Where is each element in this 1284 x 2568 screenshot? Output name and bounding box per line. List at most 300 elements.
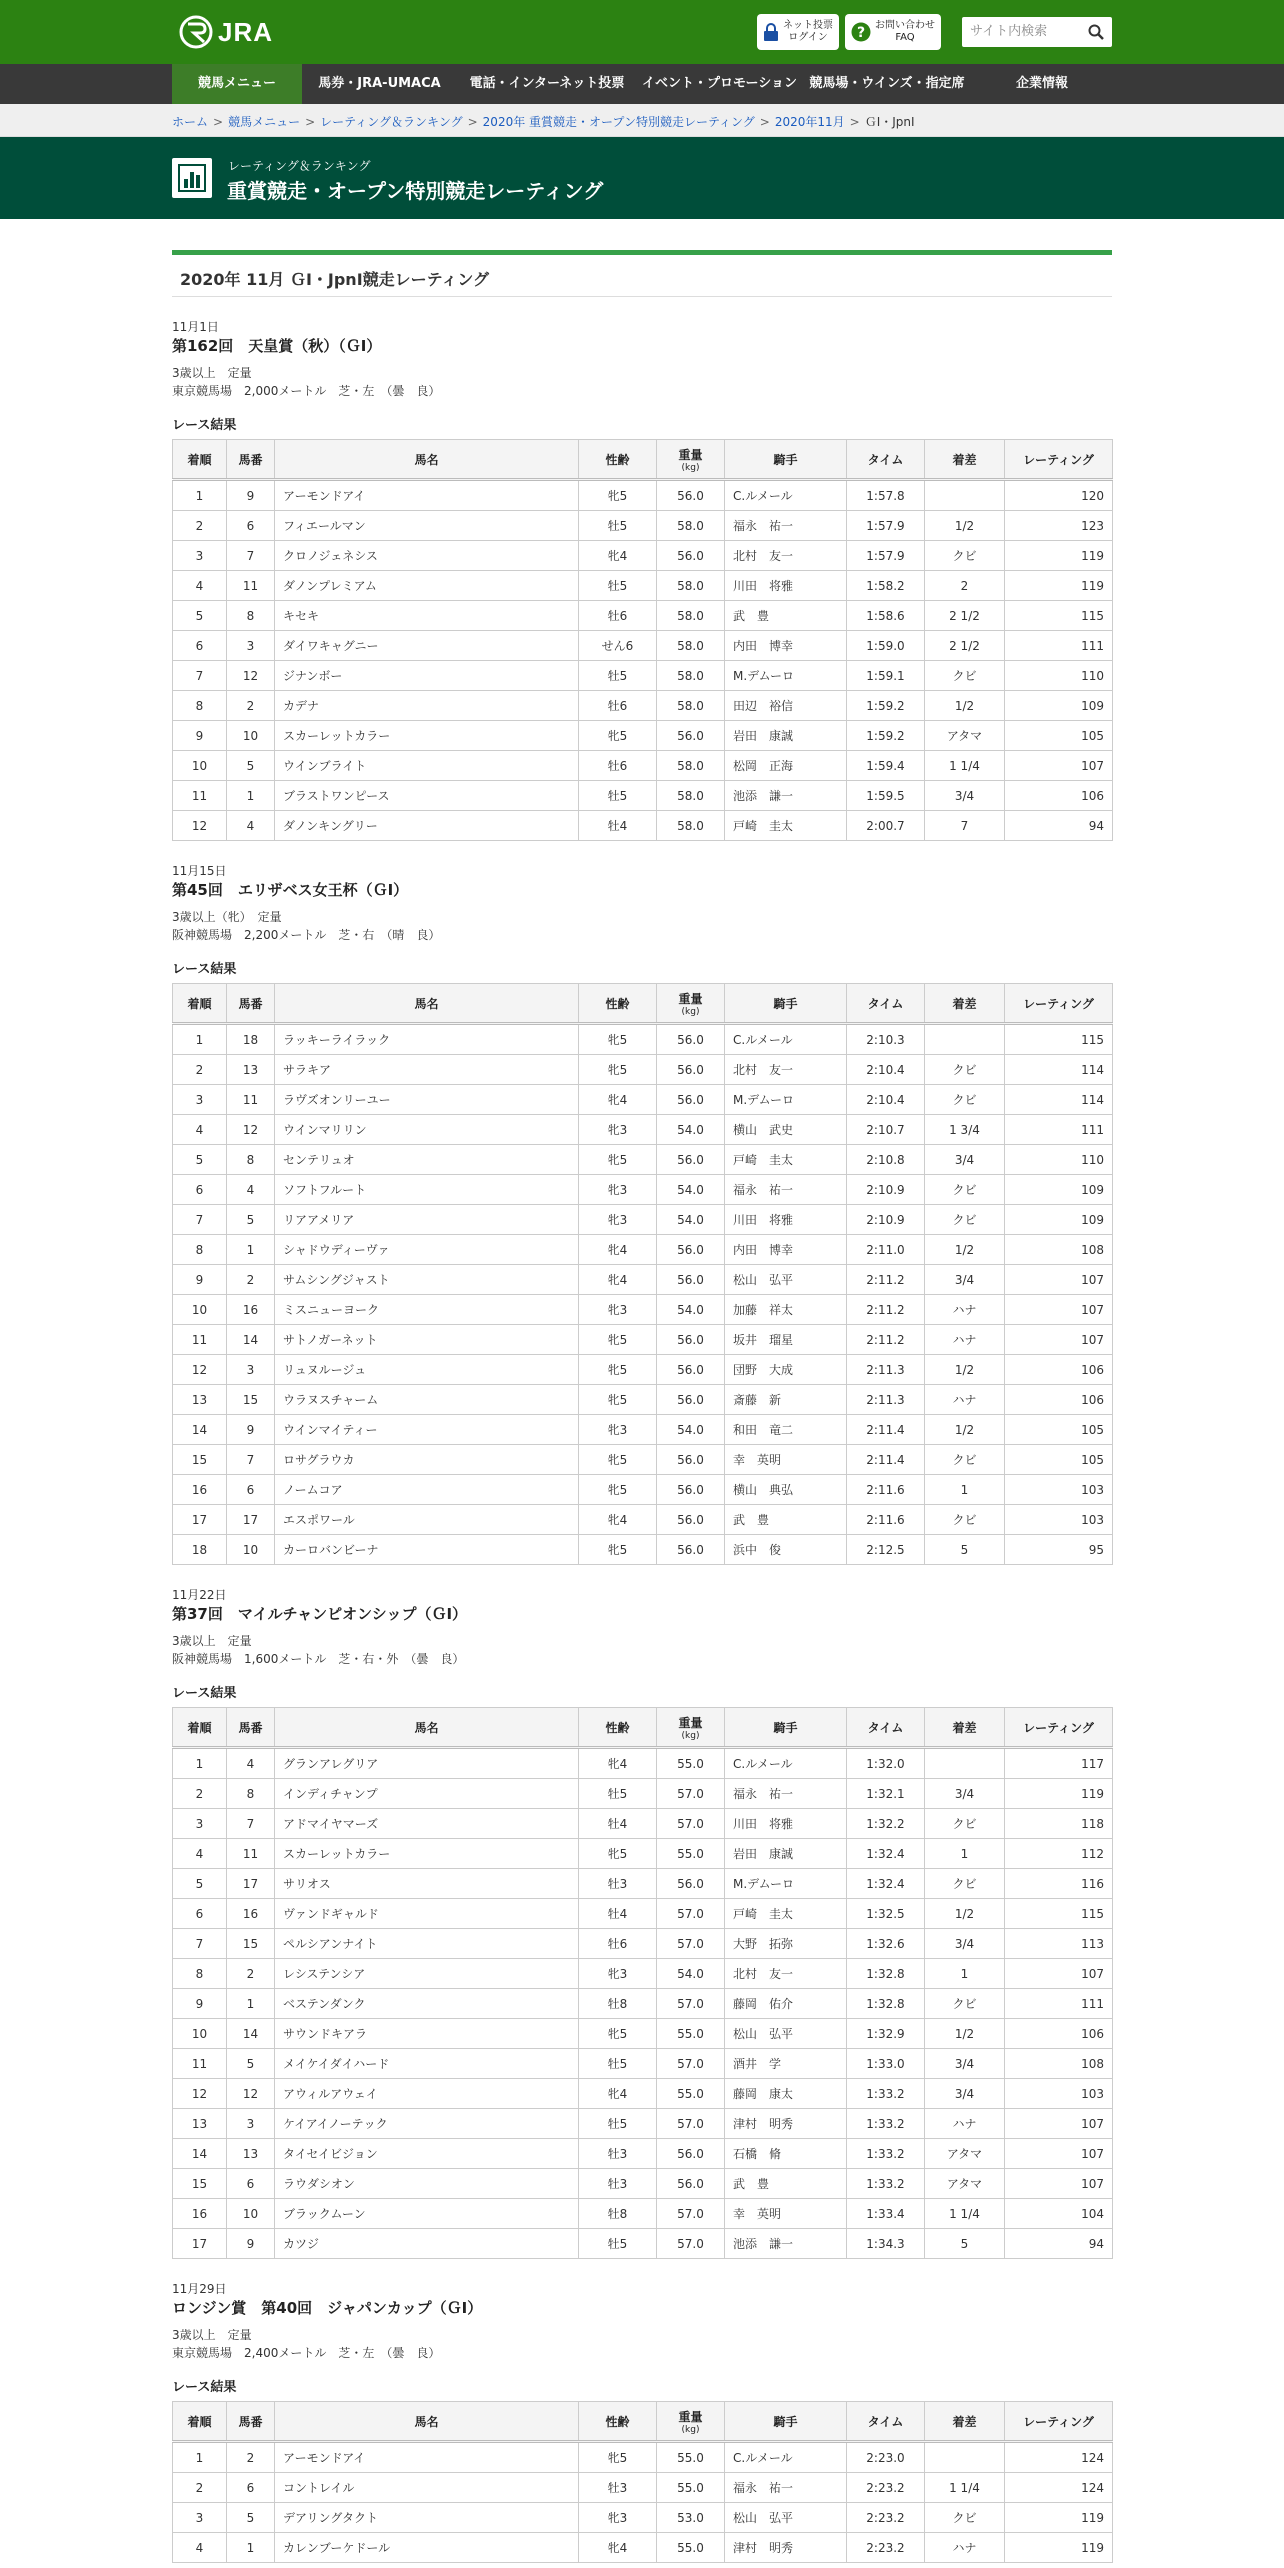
cell-jockey: 和田 竜二 [725,1415,847,1445]
main-content [172,250,1112,2563]
cell-horse-number: 10 [227,1535,275,1565]
cell-weight: 57.0 [657,1899,725,1929]
table-row [173,2079,1113,2109]
cell-rating: 107 [1005,2139,1113,2169]
cell-rank: 3 [173,1809,227,1839]
cell-sex-age: 牡5 [579,781,657,811]
cell-jockey: 福永 祐一 [725,511,847,541]
race-date: 11月29日 [172,2282,227,2296]
cell-margin: クビ [925,541,1005,571]
cell-horse-name: リュヌルージュ [275,1355,579,1385]
breadcrumb: ホーム > 競馬メニュー > レーティング＆ランキング > 2020年 重賞競走・オープン特別競走レーティング > 2020年11月 > ＧⅠ・JpnⅠ [0,104,1284,137]
cell-rank: 13 [173,1385,227,1415]
col-margin: 着差 [925,1708,1005,1748]
cell-sex-age: 牝5 [579,1445,657,1475]
cell-time: 1:59.2 [847,691,925,721]
cell-horse-number: 9 [227,1415,275,1445]
cell-horse-name: スカーレットカラー [275,1839,579,1869]
race-section [172,1587,1112,2259]
cell-margin: 1 3/4 [925,1115,1005,1145]
cell-margin: クビ [925,1505,1005,1535]
cell-rank: 14 [173,1415,227,1445]
col-rank: 着順 [173,2402,227,2442]
cell-rank: 15 [173,1445,227,1475]
cell-sex-age: 牡4 [579,811,657,841]
cell-rank: 4 [173,571,227,601]
cell-horse-number: 1 [227,2533,275,2563]
cell-rating: 115 [1005,1899,1113,1929]
question-icon [851,22,871,42]
breadcrumb-home[interactable]: ホーム [172,115,209,129]
cell-rank: 5 [173,601,227,631]
cell-time: 2:23.0 [847,2442,925,2473]
cell-margin: 5 [925,1535,1005,1565]
cell-margin: 3/4 [925,1779,1005,1809]
cell-rank: 6 [173,1899,227,1929]
cell-margin: クビ [925,1989,1005,2019]
cell-horse-number: 7 [227,1445,275,1475]
race-conditions: 3歳以上 定量 [172,2328,252,2342]
cell-margin: クビ [925,1055,1005,1085]
table-row [173,1115,1113,1145]
cell-horse-name: サムシングジャスト [275,1265,579,1295]
cell-rating: 107 [1005,2169,1113,2199]
cell-margin: クビ [925,661,1005,691]
cell-horse-number: 7 [227,1809,275,1839]
cell-horse-name: ヴァンドギャルド [275,1899,579,1929]
col-horse-number: 馬番 [227,984,275,1024]
col-weight: 重量 (kg) [657,1708,725,1748]
table-row [173,1085,1113,1115]
cell-weight: 54.0 [657,1115,725,1145]
cell-horse-name: レシステンシア [275,1959,579,1989]
breadcrumb-keiba-menu[interactable]: 競馬メニュー [228,115,301,129]
cell-sex-age: 牝5 [579,1055,657,1085]
cell-horse-name: カーロバンビーナ [275,1535,579,1565]
col-weight: 重量 (kg) [657,2402,725,2442]
cell-time: 2:10.3 [847,1024,925,1055]
cell-rating: 123 [1005,511,1113,541]
cell-time: 1:58.6 [847,601,925,631]
col-time: タイム [847,1708,925,1748]
cell-rank: 2 [173,1055,227,1085]
nav-item-event[interactable]: イベント・プロモーション [642,76,797,91]
table-row [173,601,1113,631]
table-row [173,781,1113,811]
cell-weight: 55.0 [657,2442,725,2473]
nav-item-corporate[interactable]: 企業情報 [1015,76,1068,91]
cell-horse-number: 16 [227,1295,275,1325]
login-label: ネット投票 ログイン [783,20,833,43]
rating-chart-icon [172,158,212,198]
cell-horse-number: 9 [227,480,275,511]
cell-margin: 1 1/4 [925,751,1005,781]
cell-horse-name: キセキ [275,601,579,631]
cell-jockey: 石橋 脩 [725,2139,847,2169]
cell-jockey: M.デムーロ [725,661,847,691]
cell-horse-name: ダノンプレミアム [275,571,579,601]
cell-weight: 54.0 [657,1415,725,1445]
cell-rating: 110 [1005,1145,1113,1175]
cell-weight: 56.0 [657,1475,725,1505]
race-course: 東京競馬場 2,400メートル 芝・左 （曇 良） [172,2346,441,2360]
col-jockey: 騎手 [725,440,847,480]
cell-jockey: 北村 友一 [725,541,847,571]
cell-horse-number: 2 [227,1265,275,1295]
cell-rating: 118 [1005,1809,1113,1839]
cell-jockey: 加藤 祥太 [725,1295,847,1325]
cell-horse-name: ノームコア [275,1475,579,1505]
cell-rating: 119 [1005,2503,1113,2533]
col-sex-age: 性齢 [579,984,657,1024]
cell-horse-name: スカーレットカラー [275,721,579,751]
cell-rating: 115 [1005,601,1113,631]
cell-weight: 56.0 [657,1024,725,1055]
col-sex-age: 性齢 [579,440,657,480]
cell-rating: 124 [1005,2442,1113,2473]
cell-rating: 111 [1005,631,1113,661]
cell-margin: 3/4 [925,1929,1005,1959]
cell-time: 2:11.6 [847,1505,925,1535]
table-header-row [173,1708,1113,1748]
cell-horse-name: ロサグラウカ [275,1445,579,1475]
cell-sex-age: 牝4 [579,1265,657,1295]
table-row [173,631,1113,661]
net-vote-login-button[interactable] [757,14,839,50]
table-row [173,1929,1113,1959]
cell-weight: 58.0 [657,631,725,661]
cell-horse-number: 15 [227,1929,275,1959]
cell-rating: 107 [1005,2109,1113,2139]
cell-weight: 57.0 [657,2109,725,2139]
cell-weight: 56.0 [657,1505,725,1535]
cell-horse-number: 5 [227,751,275,781]
cell-weight: 57.0 [657,1809,725,1839]
cell-time: 1:32.6 [847,1929,925,1959]
cell-sex-age: 牡5 [579,2229,657,2259]
table-header-row [173,2402,1113,2442]
cell-jockey: 津村 明秀 [725,2533,847,2563]
cell-sex-age: 牝5 [579,1145,657,1175]
cell-margin: ハナ [925,2533,1005,2563]
cell-margin: 1 [925,1959,1005,1989]
cell-rank: 4 [173,1839,227,1869]
cell-jockey: 福永 祐一 [725,1779,847,1809]
cell-margin: 1 [925,1839,1005,1869]
nav-item-keiba-menu[interactable]: 競馬メニュー [172,64,302,104]
col-margin: 着差 [925,2402,1005,2442]
cell-sex-age: 牝3 [579,1295,657,1325]
cell-rating: 105 [1005,1445,1113,1475]
race-list [172,319,1112,2563]
cell-horse-number: 9 [227,2229,275,2259]
search-input[interactable] [962,17,1088,45]
nav-item-phone-internet[interactable]: 電話・インターネット投票 [469,76,625,91]
cell-jockey: 藤岡 康太 [725,2079,847,2109]
cell-margin: アタマ [925,2169,1005,2199]
nav-item-baken[interactable]: 馬券・JRA-UMACA [318,76,441,91]
cell-horse-number: 12 [227,2079,275,2109]
col-weight: 重量 (kg) [657,440,725,480]
cell-time: 1:58.2 [847,571,925,601]
cell-weight: 55.0 [657,2473,725,2503]
cell-time: 2:11.2 [847,1325,925,1355]
table-row [173,1899,1113,1929]
table-row [173,2473,1113,2503]
cell-horse-name: ペルシアンナイト [275,1929,579,1959]
table-row [173,1445,1113,1475]
cell-sex-age: 牝4 [579,2533,657,2563]
race-results-heading: レース結果 [172,2380,237,2395]
table-row [173,1505,1113,1535]
cell-horse-number: 17 [227,1869,275,1899]
cell-rating: 104 [1005,2199,1113,2229]
cell-time: 2:10.9 [847,1205,925,1235]
cell-weight: 58.0 [657,661,725,691]
race-date: 11月22日 [172,1588,227,1602]
race-conditions: 3歳以上 定量 [172,1634,252,1648]
cell-weight: 57.0 [657,1929,725,1959]
col-jockey: 騎手 [725,984,847,1024]
cell-weight: 57.0 [657,1989,725,2019]
cell-rating: 106 [1005,2019,1113,2049]
cell-rank: 2 [173,2473,227,2503]
cell-rating: 107 [1005,1265,1113,1295]
col-jockey: 騎手 [725,1708,847,1748]
search-icon[interactable] [1088,24,1104,40]
table-row [173,661,1113,691]
cell-rank: 6 [173,1175,227,1205]
cell-rank: 7 [173,1929,227,1959]
cell-jockey: 斎藤 新 [725,1385,847,1415]
cell-horse-number: 13 [227,2139,275,2169]
cell-sex-age: 牡5 [579,571,657,601]
cell-horse-name: カデナ [275,691,579,721]
table-row [173,1748,1113,1779]
cell-sex-age: 牡6 [579,691,657,721]
cell-time: 1:32.2 [847,1809,925,1839]
cell-time: 1:57.9 [847,541,925,571]
cell-sex-age: 牝5 [579,1024,657,1055]
cell-weight: 57.0 [657,2049,725,2079]
breadcrumb-rating-ranking[interactable]: レーティング＆ランキング [320,115,463,129]
cell-rating: 107 [1005,1325,1113,1355]
section-heading-text: 2020年 11月 ＧⅠ・JpnⅠ競走レーティング [180,270,490,289]
cell-rating: 108 [1005,1235,1113,1265]
cell-rank: 6 [173,631,227,661]
table-row [173,1959,1113,1989]
table-row [173,2049,1113,2079]
cell-weight: 58.0 [657,691,725,721]
cell-sex-age: 牡3 [579,2473,657,2503]
table-row [173,1175,1113,1205]
cell-sex-age: 牡3 [579,2139,657,2169]
cell-rank: 15 [173,2169,227,2199]
jra-logo-icon [178,14,214,50]
cell-weight: 56.0 [657,1325,725,1355]
cell-jockey: 酒井 学 [725,2049,847,2079]
cell-margin: 3/4 [925,2049,1005,2079]
cell-time: 1:33.2 [847,2169,925,2199]
cell-time: 1:32.4 [847,1869,925,1899]
cell-horse-number: 18 [227,1024,275,1055]
cell-rank: 17 [173,1505,227,1535]
cell-jockey: C.ルメール [725,1024,847,1055]
cell-jockey: 武 豊 [725,601,847,631]
cell-horse-number: 4 [227,1175,275,1205]
race-results-table [172,2401,1113,2563]
cell-time: 2:11.2 [847,1295,925,1325]
col-horse-name: 馬名 [275,440,579,480]
cell-horse-number: 8 [227,601,275,631]
table-row [173,1839,1113,1869]
cell-time: 1:59.4 [847,751,925,781]
cell-sex-age: 牡4 [579,1899,657,1929]
col-time: タイム [847,2402,925,2442]
cell-rank: 17 [173,2229,227,2259]
table-row [173,811,1113,841]
cell-sex-age: 牝4 [579,1748,657,1779]
cell-margin: ハナ [925,2109,1005,2139]
cell-horse-number: 3 [227,631,275,661]
cell-horse-name: リアアメリア [275,1205,579,1235]
cell-sex-age: 牝5 [579,1385,657,1415]
cell-rank: 14 [173,2139,227,2169]
cell-rating: 119 [1005,2533,1113,2563]
cell-jockey: 川田 将雅 [725,1809,847,1839]
cell-jockey: 幸 英明 [725,2199,847,2229]
cell-weight: 56.0 [657,1265,725,1295]
col-margin: 着差 [925,984,1005,1024]
cell-jockey: C.ルメール [725,2442,847,2473]
cell-weight: 56.0 [657,2139,725,2169]
cell-rank: 9 [173,721,227,751]
cell-jockey: 内田 博幸 [725,1235,847,1265]
table-row [173,1385,1113,1415]
cell-weight: 58.0 [657,811,725,841]
table-row [173,2109,1113,2139]
cell-sex-age: 牝5 [579,721,657,751]
cell-sex-age: 牝3 [579,1415,657,1445]
cell-margin: アタマ [925,2139,1005,2169]
cell-horse-name: ウラヌスチャーム [275,1385,579,1415]
cell-horse-number: 12 [227,1115,275,1145]
cell-sex-age: 牡5 [579,661,657,691]
cell-horse-number: 5 [227,2049,275,2079]
cell-sex-age: 牝3 [579,2503,657,2533]
cell-rating: 103 [1005,2079,1113,2109]
cell-horse-name: ウインブライト [275,751,579,781]
cell-horse-number: 13 [227,1055,275,1085]
cell-horse-name: ラヴズオンリーユー [275,1085,579,1115]
cell-margin [925,1024,1005,1055]
cell-jockey: C.ルメール [725,1748,847,1779]
col-sex-age: 性齢 [579,1708,657,1748]
cell-weight: 56.0 [657,721,725,751]
cell-weight: 56.0 [657,1445,725,1475]
cell-jockey: 戸崎 圭太 [725,1899,847,1929]
breadcrumb-2020-rating[interactable]: 2020年 重賞競走・オープン特別競走レーティング [482,115,755,129]
col-horse-name: 馬名 [275,2402,579,2442]
table-row [173,1355,1113,1385]
cell-horse-name: サラキア [275,1055,579,1085]
cell-weight: 56.0 [657,480,725,511]
col-time: タイム [847,440,925,480]
cell-horse-name: サトノガーネット [275,1325,579,1355]
cell-horse-name: ウインマリリン [275,1115,579,1145]
cell-rating: 95 [1005,1535,1113,1565]
cell-horse-number: 11 [227,1839,275,1869]
cell-rank: 13 [173,2109,227,2139]
cell-time: 1:59.2 [847,721,925,751]
cell-jockey: 川田 将雅 [725,571,847,601]
cell-rank: 8 [173,1959,227,1989]
cell-time: 1:34.3 [847,2229,925,2259]
cell-weight: 54.0 [657,1295,725,1325]
cell-rank: 10 [173,751,227,781]
cell-sex-age: 牡8 [579,2199,657,2229]
cell-horse-number: 15 [227,1385,275,1415]
cell-rank: 1 [173,2442,227,2473]
cell-rating: 119 [1005,1779,1113,1809]
col-sex-age: 性齢 [579,2402,657,2442]
cell-rating: 114 [1005,1085,1113,1115]
nav-item-racecourse[interactable]: 競馬場・ウインズ・指定席 [809,76,965,91]
cell-margin: 1 1/4 [925,2473,1005,2503]
cell-rank: 11 [173,2049,227,2079]
cell-time: 2:00.7 [847,811,925,841]
cell-rank: 11 [173,1325,227,1355]
cell-margin: クビ [925,1445,1005,1475]
cell-margin [925,480,1005,511]
cell-rank: 4 [173,2533,227,2563]
contact-faq-button[interactable] [845,14,941,50]
race-course: 阪神競馬場 2,200メートル 芝・右 （晴 良） [172,928,441,942]
cell-horse-name: ラウダシオン [275,2169,579,2199]
cell-horse-number: 6 [227,2473,275,2503]
cell-rating: 109 [1005,1205,1113,1235]
table-row [173,2533,1113,2563]
cell-rank: 9 [173,1989,227,2019]
race-course: 東京競馬場 2,000メートル 芝・左 （曇 良） [172,384,441,398]
cell-weight: 58.0 [657,781,725,811]
cell-time: 2:11.0 [847,1235,925,1265]
cell-weight: 56.0 [657,1055,725,1085]
cell-horse-name: フィエールマン [275,511,579,541]
cell-time: 2:11.6 [847,1475,925,1505]
cell-jockey: 松山 弘平 [725,1265,847,1295]
cell-jockey: 横山 典弘 [725,1475,847,1505]
cell-rating: 107 [1005,751,1113,781]
cell-sex-age: 牝5 [579,1475,657,1505]
table-row [173,2019,1113,2049]
cell-rating: 106 [1005,1355,1113,1385]
faq-label: お問い合わせ FAQ [875,20,935,43]
cell-sex-age: 牡5 [579,1779,657,1809]
cell-rating: 117 [1005,1748,1113,1779]
race-section [172,2281,1112,2563]
cell-weight: 56.0 [657,1355,725,1385]
cell-sex-age: 牝5 [579,1535,657,1565]
cell-sex-age: 牝5 [579,480,657,511]
race-results-heading: レース結果 [172,1686,237,1701]
cell-margin: クビ [925,1869,1005,1899]
breadcrumb-2020-november[interactable]: 2020年11月 [774,115,845,129]
cell-margin: 1/2 [925,2019,1005,2049]
jra-logo[interactable] [178,14,273,50]
cell-sex-age: 牝4 [579,1235,657,1265]
table-row [173,1295,1113,1325]
